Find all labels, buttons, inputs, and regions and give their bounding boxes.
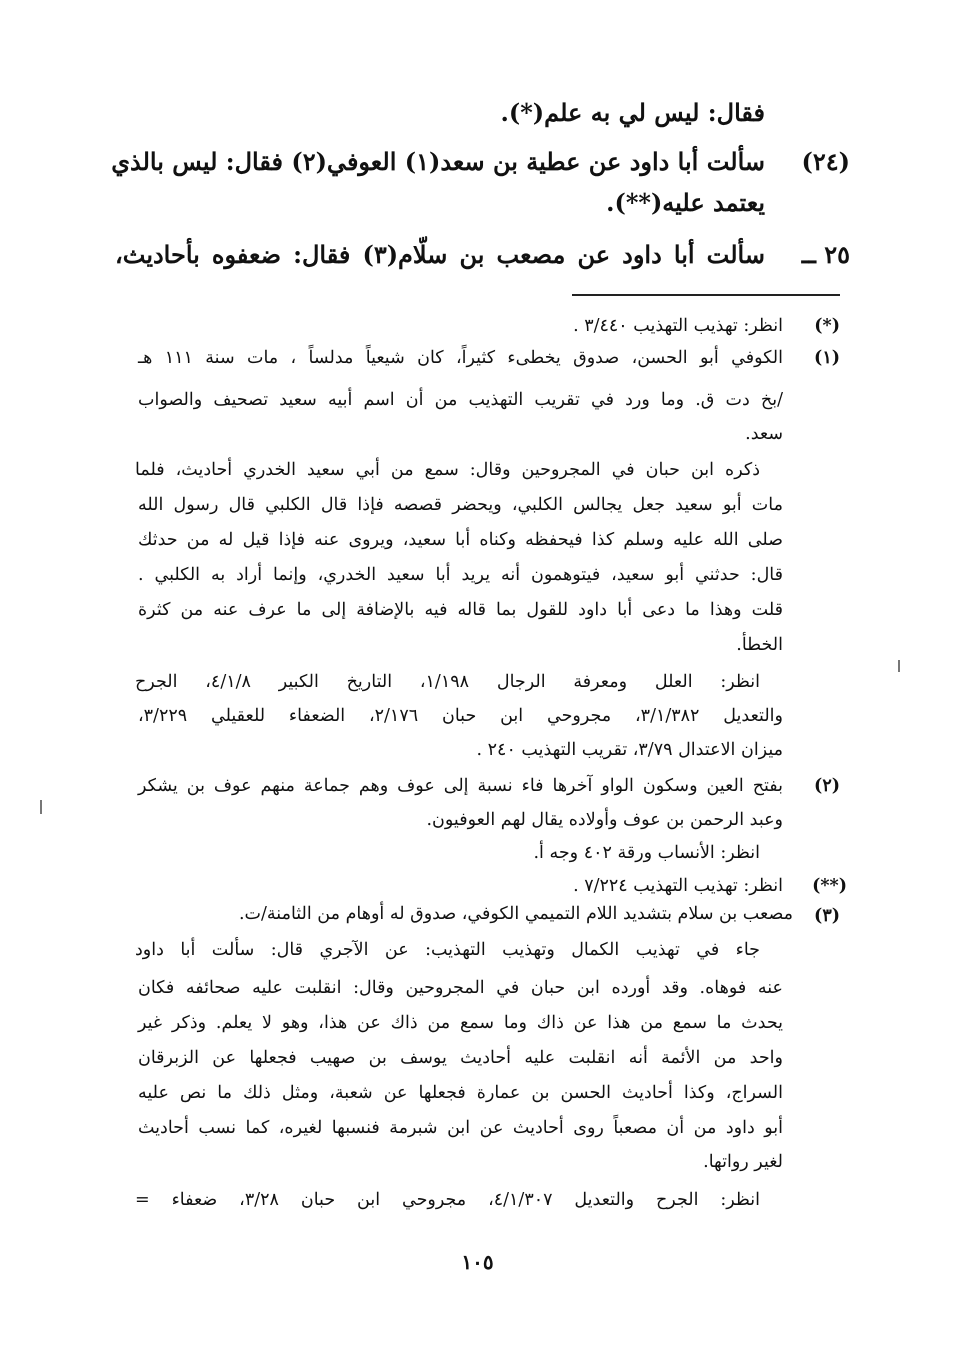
footnote-1-marker: (١) bbox=[814, 348, 840, 368]
footnote-1-paragraph-line: قلت وهذا ما دعى أبا داود للقول بما قاله فيه بالإضافة إلى ما عرف عنه من كثرة bbox=[138, 600, 783, 620]
item-25-number: ٢٥ ــ bbox=[801, 240, 850, 269]
footnote-3-marker: (٣) bbox=[814, 906, 840, 926]
footnote-1-reference-line: والتعديل ٣/١/٣٨٢، مجروحي ابن حبان ٢/١٧٦، الضعفاء للعقيلي ٣/٢٢٩، bbox=[138, 706, 783, 726]
footnote-double-star-text: انظر: تهذيب التهذيب ٧/٢٢٤ . bbox=[573, 876, 783, 896]
item-24-line-2: يعتمد عليه(**). bbox=[606, 188, 765, 217]
footnote-3-paragraph-line: يحدث ما سمع من هذا عن ذاك وما سمع من ذاك عن هذا، وهو لا يعلم. وذكر غير bbox=[138, 1013, 783, 1033]
footnote-star-marker: (*) bbox=[814, 316, 840, 336]
footnote-2-marker: (٢) bbox=[814, 776, 840, 796]
footnote-separator bbox=[572, 294, 840, 296]
footnote-1-paragraph-line: ذكره ابن حبان في المجروحين وقال: سمع من أبي سعيد الخدري أحاديث، فلما bbox=[135, 460, 760, 480]
footnote-3-reference: انظر: الجرح والتعديل ٤/١/٣٠٧، مجروحي ابن حبان ٣/٢٨، ضعفاء = bbox=[135, 1190, 761, 1210]
footnote-2-line: بفتح العين وسكون الواو آخرها فاء نسبة إلى عوف وهم جماعة منهم عوف بن يشكر bbox=[138, 776, 783, 796]
footnote-1-line: الكوفي أبو الحسن، صدوق يخطىء كثيراً، كان شيعياً مدلساً ، مات سنة ١١١ هـ bbox=[138, 348, 783, 368]
item-24-number: (٢٤) bbox=[801, 147, 850, 176]
footnote-3-paragraph-line: واحد من الأئمة أنه انقلبت عليه أحاديث يوسف بن صهيب فجعلها عن الزبرقان bbox=[138, 1048, 783, 1068]
footnote-1-paragraph-line: قال: حدثني أبو سعيد، فيتوهمون أنه يريد أبا سعيد الخدري، وإنما أراد به الكلبي . bbox=[138, 565, 783, 585]
footnote-1-paragraph-line: صلى الله عليه وسلم كذا فيحفظه وكناه أبا سعيد، ويروى عنه فإذا قيل له من حدثك bbox=[138, 530, 783, 550]
footnote-3-paragraph-line: لغير رواتها. bbox=[703, 1152, 783, 1172]
scan-mark bbox=[898, 660, 900, 672]
page-number: ١٠٥ bbox=[461, 1250, 494, 1274]
footnote-1-paragraph-line: مات أبو سعيد جعل يجالس الكلبي، ويحضر قصصه فإذا قال الكلبي قال رسول الله bbox=[138, 495, 783, 515]
footnote-3-paragraph-line: عنه فوهاه. وقد أورده ابن حبان في المجروحين وقال: انقلبت عليه صحائفه فكان bbox=[138, 978, 783, 998]
footnote-3-line: مصعب بن سلام بتشديد اللام التميمي الكوفي، صدوق له أوهام من الثامنة/ت. bbox=[238, 904, 793, 924]
item-24-line-1: سألت أبا داود عن عطية بن سعد(١) العوفي(٢) فقال: ليس بالذي bbox=[111, 147, 765, 176]
main-line-1: فقال: ليس لي به علم(*). bbox=[500, 98, 765, 127]
footnote-2-line: وعبد الرحمن بن عوف وأولاده يقال لهم العوفيون. bbox=[426, 810, 783, 830]
footnote-1-paragraph-line: الخطأ. bbox=[736, 635, 783, 655]
footnote-1-reference-line: انظر: العلل ومعرفة الرجال ١/١٩٨، التاريخ الكبير ٤/١/٨، الجرح bbox=[135, 672, 761, 692]
footnote-1-reference-line: ميزان الاعتدال ٣/٧٩، تقريب التهذيب ٢٤٠ . bbox=[476, 740, 783, 760]
footnote-3-paragraph-line: أبو داود من أن مصعباً روى أحاديث عن ابن شبرمة فنسبها لغيره، كما نسب أحاديث bbox=[138, 1118, 783, 1138]
item-25-line-1: سألت أبا داود عن مصعب بن سلّام(٣) فقال: ضعفوه بأحاديث، bbox=[115, 240, 765, 269]
footnote-2-reference: انظر: الأنساب ورقة ٤٠٢ وجه أ. bbox=[533, 843, 760, 863]
footnote-3-paragraph-line: السراج، وكذا أحاديث الحسن بن عمارة فجعلها عن شعبة، ومثل ذلك ما نص عليه bbox=[138, 1083, 783, 1103]
footnote-1-line: /بخ دت ق. وما ورد في تقريب التهذيب من أن اسم أبيه سعيد تصحيف والصواب bbox=[138, 390, 783, 410]
footnote-1-line: سعد. bbox=[745, 424, 783, 444]
footnote-star-text: انظر: تهذيب التهذيب ٣/٤٤٠ . bbox=[573, 316, 783, 336]
footnote-3-paragraph-line: جاء في تهذيب الكمال وتهذيب التهذيب: عن الآجري قال: سألت أبا داود bbox=[135, 940, 760, 960]
scan-mark bbox=[40, 800, 42, 814]
footnote-double-star-marker: (**) bbox=[812, 876, 847, 896]
